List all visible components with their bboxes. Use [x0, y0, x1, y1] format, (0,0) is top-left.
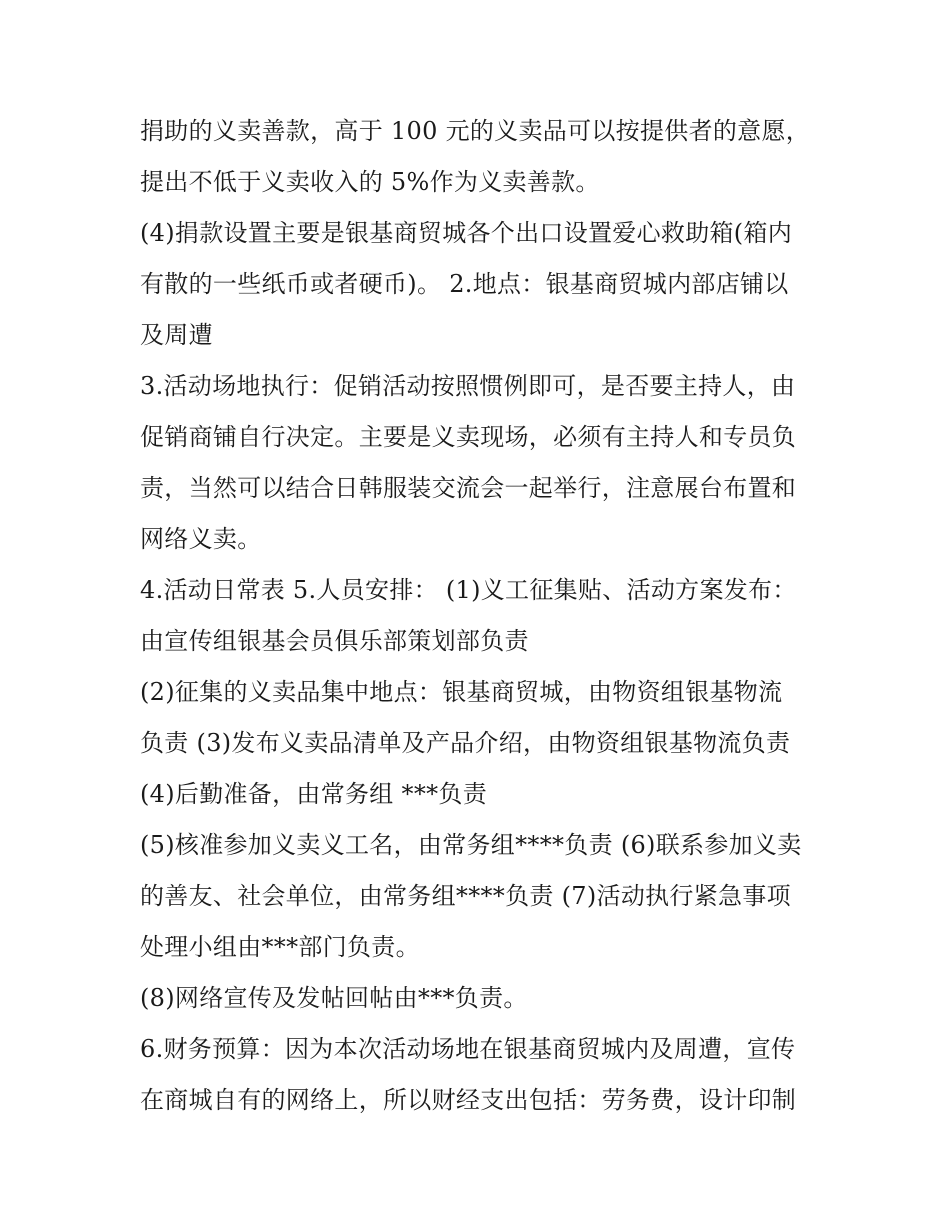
text-line: 提出不低于义卖收入的 5%作为义卖善款。	[140, 168, 600, 196]
text-line: 促销商铺自行决定。主要是义卖现场，必须有主持人和专员负	[140, 423, 797, 451]
text-line: 处理小组由***部门负责。	[140, 933, 420, 961]
text-line: (4)捐款设置主要是银基商贸城各个出口设置爱心救助箱(箱内	[140, 219, 793, 247]
text-line: 捐助的义卖善款，高于 100 元的义卖品可以按提供者的意愿，	[140, 117, 811, 145]
text-line: 有散的一些纸币或者硬币)。 2.地点：银基商贸城内部店铺以	[140, 270, 789, 298]
text-line: 网络义卖。	[140, 525, 262, 553]
text-line: 在商城自有的网络上，所以财经支出包括：劳务费，设计印制	[140, 1086, 797, 1114]
text-line: 责，当然可以结合日韩服装交流会一起举行，注意展台布置和	[140, 474, 797, 502]
text-line: 负责 (3)发布义卖品清单及产品介绍，由物资组银基物流负责	[140, 729, 791, 757]
text-line: 及周遭	[140, 321, 213, 349]
text-line: 4.活动日常表 5.人员安排： (1)义工征集贴、活动方案发布：	[140, 576, 797, 604]
text-line: 的善友、社会单位，由常务组****负责 (7)活动执行紧急事项	[140, 882, 791, 910]
document-body	[140, 106, 830, 1126]
text-line: (5)核准参加义卖义工名，由常务组****负责 (6)联系参加义卖	[140, 831, 802, 859]
text-line: 6.财务预算：因为本次活动场地在银基商贸城内及周遭，宣传	[140, 1035, 796, 1063]
text-line: 3.活动场地执行：促销活动按照惯例即可，是否要主持人，由	[140, 372, 796, 400]
text-line: (2)征集的义卖品集中地点：银基商贸城，由物资组银基物流	[140, 678, 783, 706]
text-line: 由宣传组银基会员俱乐部策划部负责	[140, 627, 529, 655]
text-line: (4)后勤准备，由常务组 ***负责	[140, 780, 488, 808]
text-line: (8)网络宣传及发帖回帖由***负责。	[140, 984, 528, 1012]
